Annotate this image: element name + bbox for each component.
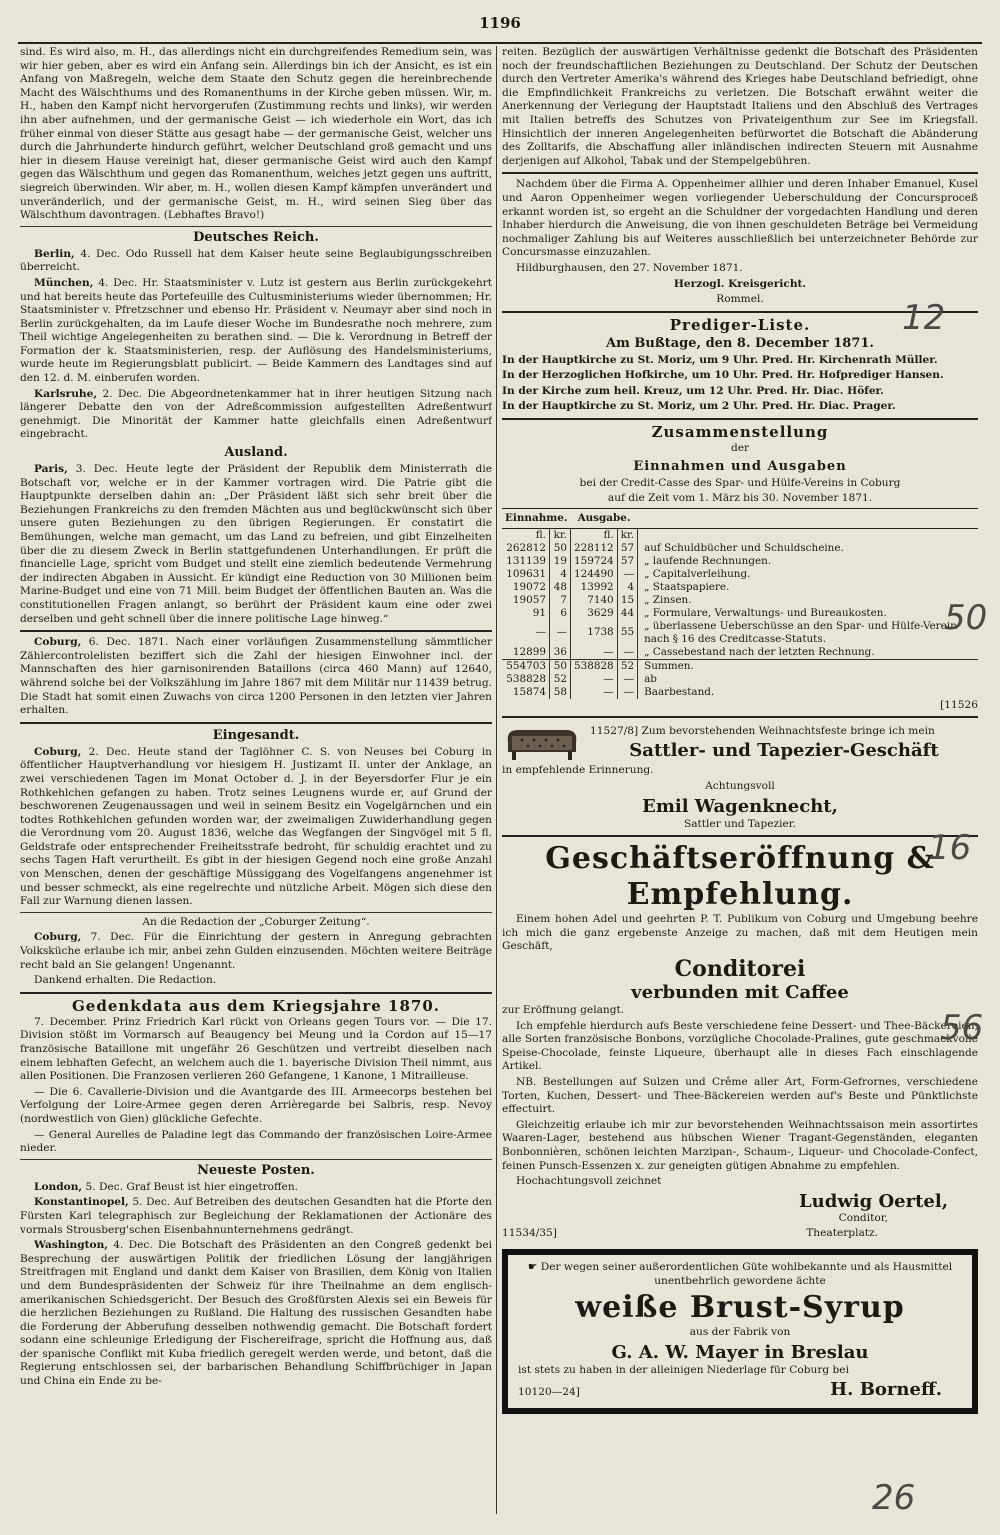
ledger-amount: 36 [549,646,570,660]
article-london [20,1181,492,1195]
ledger-der: der [730,442,750,455]
section-title-eingesandt: Eingesandt. [212,727,300,743]
geschaeft-text: Einem hohen Adel und geehrten P. T. Publikum von Coburg und Umgebung beehre ich mich die ganz ergebenste Anzeige zu machen, daß mit dem Heutigen mein Geschäft, [502,913,978,953]
concurs-court: Herzogl. Kreisgericht. [673,277,807,290]
syrup-title: weiße Brust-Syrup [575,1290,905,1326]
ledger-description: „ laufende Rechnungen. [644,554,772,567]
redaction-heading: An die Redaction der „Coburger Zeitung“. [142,915,370,928]
ledger-row [502,568,978,581]
ledger-amount: 58 [549,686,570,699]
dateline: Coburg, [34,931,82,944]
oertel-name: Ludwig Oertel, [798,1190,948,1212]
article-text: 7. Dec. Für die Einrichtung der gestern in Anregung gebrachten Volksküche erlaube ich mir, anbei zehn Gulden einzusenden. Möchten weitere Beiträge recht bald an Sie gelangen! Ungenannt. [20,931,492,971]
ledger-row [502,555,978,568]
sattler-role: Sattler und Tapezier. [683,817,797,830]
caffee-heading: verbunden mit Caffee [631,982,849,1003]
dateline: Konstantinopel, [34,1196,129,1209]
ledger-description: „ Cassebestand nach der letzten Rechnung. [644,645,875,658]
handwritten-number: 56 [940,1008,984,1048]
dateline: Paris, [34,463,68,476]
ledger-description: „ Staatspapiere. [644,580,730,593]
ledger-amount: — [549,620,570,646]
prediger-line: In der Hauptkirche zu St. Moriz, um 9 Uhr. Pred. Hr. Kirchenrath Müller. [502,353,938,366]
handwritten-number: 12 [902,298,946,338]
ledger-amount: 13992 [571,581,618,594]
ledger-amount: 4 [617,581,637,594]
oertel-address: Theaterplatz. [806,1227,878,1240]
rule [20,226,492,227]
handwritten-number: 50 [944,598,988,638]
page-number: 1196 [479,14,521,32]
ledger-amount: — [571,673,618,686]
article-berlin [20,248,492,275]
ledger-amount: 7140 [571,594,618,607]
prediger-subtitle: Am Bußtage, den 8. December 1871. [606,335,874,351]
ledger-amount: 52 [549,673,570,686]
ledger-description: „ überlassene Ueberschüsse an den Spar- und Hülfe-Verein nach § 16 des Creditcasse-Statuts. [644,619,957,645]
ledger-amount: 3629 [571,607,618,620]
sattler-ref: 11527/8] Zum bevorstehenden Weihnachtsfeste bringe ich mein [590,724,935,737]
dateline: London, [34,1180,83,1193]
ledger-amount: 159724 [571,555,618,568]
article-text: 5. Dec. Graf Beust ist hier eingetroffen. [85,1180,299,1193]
rule [502,716,978,718]
syrup-ad [502,1249,978,1414]
ledger-amount: 50 [549,542,570,555]
offer-paragraph: Ich empfehle hierdurch aufs Beste verschiedene feine Dessert- und Thee-Bäckereien, alle Sorten französische Bonbons, vorzügliche Chocolade-Pralines, gute geschmackvolle Speise-Chocolade, feinste Liqueure, überhaupt alle in dieses Fach einschlagende Artikel. [502,1019,978,1073]
ledger-amount: — [571,686,618,699]
ledger-amount: 538828 [571,659,618,673]
column-divider [496,46,497,1514]
ledger-row [502,646,978,660]
article-text: 2. Dec. Heute stand der Taglöhner C. S. von Neuses bei Coburg in öffentlicher Hauptverhandlung vor hiesigem H. Justizamt II. unter der Anklage, an zwei verschiedenen Tagen im Monat October d. J. in der Beyersdorfer Flur je ein Rothkehlchen gefangen zu haben. Trotz seines Leugnens wurde er, auf Grund der beschworenen Zeugenaussagen und weil in seinem Besitz ein Vogelgärnchen und ein todtes Rothkehlchen gefunden worden war, der zweimaligen Zuwiderhandlung gegen die Verordnung vom 20. August 1836, welche das Wegfangen der Singvögel mit 5 fl. Geldstrafe oder entsprechender Freiheitsstrafe bedroht, für schuldig erachtet und zu sechs Tagen Haft verurtheilt. Es gibt in der hiesigen Gegend noch eine große Anzahl von Menschen, denen der geschäftige Müssiggang des Vogelfangens angenehmer ist und besser schmeckt, als eine regelrechte und nützliche Arbeit. Mögen sich diese den Fall zur Warnung dienen lassen. [20,745,492,908]
ledger-row [502,542,978,555]
ledger-description: ab [644,672,657,685]
article-washington [20,1239,492,1389]
gedenk-paragraph: 7. December. Prinz Friedrich Karl rückt von Orleans gegen Tours vor. — Die 17. Division stößt im Vormarsch auf Beaugency bei Meung und la Cordon auf 15—17 französische Bataillone mit ungefähr 26 Geschützen und vertreibt dieselben nach einem lebhaften Gefecht, an welchem auch die 1. bayerische Division Theil nimmt, aus allen Positionen. Die Franzosen verlieren 260 Gefangene, 1 Kanone, 1 Mitrailleuse. [20,1015,492,1083]
syrup-intro-text: Der wegen seiner außerordentlichen Güte wohlbekannte und als Hausmittel unentbehrlich gewordene ächte [540,1260,953,1287]
intro-paragraph: sind. Es wird also, m. H., das allerdings nicht ein durchgreifendes Remedium sein, was wir hier geben, aber es wird ein Anfang sein. Allerdings bin ich der Ansicht, es ist ein Anfang von Maßregeln, welche dem Staate den Schutz gegen die hereinbrechende Macht des Wälschthums und des Romanenthums in der Kirche geben müssen. Wir, m. H., haben den Kampf nicht hervorgerufen (Zustimmung rechts und links), wir werden ihn aber aufnehmen, und der germanische Geist — ich wiederhole ein Wort, das ich früher einmal von dieser Stätte aus gesagt habe — der germanische Geist, welcher uns durch die Jahrhunderte hindurch geführt, welcher Deutschland groß gemacht und uns hier in diesem Hause vereinigt hat, dieser germanische Geist wird auch den Kampf gegen das Wälschthum und gegen das Romanenthum, welches jetzt gegen uns auftritt, siegreich überwinden. Wir aber, m. H., wollen diesen Kampf kämpfen unverändert und unveränderlich, und der germanische Geist, m. H., wird seinen Sieg über das Wälschthum davontragen. (Lebhaftes Bravo!) [20,46,492,222]
ledger-amount: — [502,620,549,646]
ledger-amount: 50 [549,659,570,673]
rule [20,992,492,994]
ledger-head-in: Einnahme. [502,508,571,528]
ledger-description: auf Schuldbücher und Schuldscheine. [644,541,844,554]
handwritten-number: 16 [928,828,972,868]
ledger-bank: bei der Credit-Casse des Spar- und Hülfe-Vereins in Coburg [579,476,901,489]
prediger-line: In der Hauptkirche zu St. Moriz, um 2 Uhr. Pred. Hr. Diac. Prager. [502,400,896,413]
ledger-amount: 55 [617,620,637,646]
syrup-from: aus der Fabrik von [689,1326,791,1339]
ledger-amount: 12899 [502,646,549,660]
ledger-row [502,581,978,594]
concurs-text: Nachdem über die Firma A. Oppenheimer allhier und deren Inhaber Emanuel, Kusel und Aaron Oppenheimer wegen vorliegender Ueberschuldung der Concursproceß erkannt worden ist, so ergeht an die Schuldner der vorgedachten Handlung und deren Inhaber hierdurch die Anweisung, die von ihnen geschuldeten Beträge bei Vermeidung nochmaliger Zahlung bis auf Weiteres ausschließlich bei unterzeichneter Behörde zur Concursmasse einzuzahlen. [502,178,978,259]
continuation-paragraph: reiten. Bezüglich der auswärtigen Verhältnisse gedenkt die Botschaft des Präsidenten noch der freundschaftlichen Beziehungen zu Deutschland. Der Schutz der Deutschen durch den Vertreter Amerika's während des Krieges habe Deutschland befriedigt, ohne die Empfindlichkeit Frankreichs zu verletzen. Die Botschaft erwähnt weiter die Anerkennung der Verlegung der Hauptstadt Italiens und den Abschluß des Vertrages mit Italien betreffs des Schutzes von Privateigenthum zur See im Kriegsfall. Hinsichtlich der inneren Angelegenheiten befürwortet die Botschaft die Abänderung des Zolltarifs, die Abschaffung aller inländischen indirecten Steuern mit Ausnahme derjenigen auf Alkohol, Tabak und der Stempelgebühren. [502,46,978,167]
ledger-total-row [502,659,978,673]
ledger-amount: 1738 [571,620,618,646]
ledger-units-row [502,528,978,542]
article-text: 3. Dec. Heute legte der Präsident der Republik dem Ministerrath die Botschaft vor, welche er in der Kammer vortragen wird. Die Patrie gibt die Hauptpunkte derselben dahin an: „Der Präsident läßt sich sehr breit über die Beziehungen Frankreichs zu den fremden Mächten aus und beglückwünscht sich über unsere guten Beziehungen zu den übrigen Regierungen. Er constatirt die Bemühungen, welche man gemacht, um das Land zu befreien, und gibt Einzelheiten über die zu diesem Zweck in Berlin stattgefundenen Unterhandlungen. Er prüft die financielle Lage, spricht vom Budget und stellt eine ziemlich bedeutende Vermehrung der indirecten Abgaben in Aussicht. Er kündigt eine Reduction von 30 Millionen beim Marine-Budget und eine von 71 Mill. beim Budget der öffentlichen Bauten an. Was die constitutionellen Fragen anlangt, so berührt der Präsident kaum eine oder zwei derselben und geht schnell über die innere politische Lage hinweg.“ [20,463,492,625]
dateline: Coburg, [34,636,82,649]
section-title-ausland: Ausland. [224,445,288,461]
rule [20,630,492,632]
rule [20,722,492,724]
concurs-name: Rommel. [716,293,764,306]
ledger-row [502,594,978,607]
ledger-period: auf die Zeit vom 1. März bis 30. November 1871. [607,492,873,505]
ledger-amount: fl. [502,528,549,542]
ledger-amount: 6 [549,607,570,620]
ledger-amount: 554703 [502,659,549,673]
ledger-amount: — [617,568,637,581]
ledger-amount: 228112 [571,542,618,555]
article-text: 5. Dec. Auf Betreiben des deutschen Gesandten hat die Pforte den Fürsten Karl telegraphisch zur Begleichung der Reklamationen der Actionäre des vormals Strousberg'schen Eisenbahnunternehmens gedrängt. [20,1196,492,1236]
offer-regards: Hochachtungsvoll zeichnet [516,1175,662,1188]
ledger-description [638,528,978,542]
ledger-total-row [502,686,978,699]
oertel-ref: 11534/35] [502,1227,557,1240]
ledger-amount: 15 [617,594,637,607]
ledger-amount: fl. [571,528,618,542]
ledger-row [502,620,978,646]
ledger-amount: 109631 [502,568,549,581]
dateline: Karlsruhe, [34,387,98,400]
sofa-illustration [502,722,582,764]
ledger-amount: — [617,646,637,660]
ledger-amount: 48 [549,581,570,594]
concurs-place-date: Hildburghausen, den 27. November 1871. [516,261,743,274]
ledger-table [502,508,978,699]
ledger-amount: 4 [549,568,570,581]
prediger-list [502,354,978,414]
right-column [502,46,978,1516]
ledger-head-out: Ausgabe. [571,508,638,528]
section-title-gedenkdata: Gedenkdata aus dem Kriegsjahre 1870. [72,996,440,1015]
article-karlsruhe [20,388,492,442]
rule [502,172,978,174]
gedenk-paragraph: — Die 6. Cavallerie-Division und die Avantgarde des III. Armeecorps bestehen bei Verfolgung der Loire-Armee gegen deren Arrièregarde bei Salbris, resp. Nevoy (nordwestlich von Gien) glückliche Gefechte. [20,1085,492,1125]
left-column [20,46,492,1516]
conditorei-heading: Conditorei [674,956,806,982]
rule [20,912,492,913]
ledger-amount: 7 [549,594,570,607]
ledger-amount: 19 [549,555,570,568]
article-text: 2. Dec. Die Abgeordnetenkammer hat in ihrer heutigen Sitzung nach längerer Debatte den von der Adreßcommission aufgestellten Adreßentwurf genehmigt. Die Minorität der Kammer hatte gleichfalls einen Adreßentwurf eingebracht. [20,387,492,441]
ledger-amount: kr. [617,528,637,542]
article-text: 4. Dec. Odo Russell hat dem Kaiser heute seine Beglaubigungsschreiben überreicht. [20,247,492,274]
header-rule [18,42,982,44]
sattler-name: Emil Wagenknecht, [642,795,838,817]
rule [502,835,978,837]
rule [502,418,978,420]
prediger-line: In der Herzoglichen Hofkirche, um 10 Uhr. Pred. Hr. Hofprediger Hansen. [502,369,944,382]
ledger-ref: [11526 [940,698,978,711]
ledger-amount: 19057 [502,594,549,607]
geschaeft-title: Geschäftseröffnung & Empfehlung. [545,841,935,913]
sattler-regards: Achtungsvoll [705,780,775,793]
offer-paragraph: NB. Bestellungen auf Sulzen und Crême aller Art, Form-Gefrornes, verschiedene Torten, Kuchen, Dessert- und Thee-Bäckereien werden auf's Beste und Pünktlichste effectuirt. [502,1075,978,1116]
article-text: 4. Dec. Die Botschaft des Präsidenten an den Congreß gedenkt bei Besprechung der auswärtigen Politik der friedlichen Lösung der langjährigen Streitfragen mit England und dankt dem Kaiser von Brasilien, dem König von Italien und dem Bundespräsidenten der Schweiz für ihre Theilnahme an dem englisch-amerikanischen Schiedsgericht. Der Besuch des Großfürsten Alexis sei ein Beweis für die herzlichen Beziehungen zu Rußland. Die Haltung des russischen Gesandten habe die Forderung der Abberufung desselben nothwendig gemacht. Die Botschaft fordert sodann eine schleunige Erledigung der Fischereifrage, spricht die Hoffnung aus, daß der spanische Conflikt mit Kuba friedlich geregelt werden werde, und betont, daß die Regierung entschlossen sei, der barbarischen Behandlung Schiffbrüchiger in Japan und China ein Ende zu be- [20,1239,492,1388]
prediger-title: Prediger-Liste. [669,315,811,334]
concurs-notice [502,178,978,306]
ledger-amount: 19072 [502,581,549,594]
pointing-hand-icon: ☛ [527,1260,541,1273]
ledger-amount: 124490 [571,568,618,581]
gedenk-paragraph: — General Aurelles de Paladine legt das Commando der französischen Loire-Armee nieder. [20,1128,492,1155]
rule [20,1159,492,1160]
ledger-amount: — [617,686,637,699]
ledger-amount: 538828 [502,673,549,686]
dateline: Berlin, [34,247,75,260]
ledger-total-row [502,673,978,686]
section-title-neueste-posten: Neueste Posten. [197,1162,315,1178]
ledger-description: Baarbestand. [644,685,715,698]
ledger-description: „ Capitalverleihung. [644,567,751,580]
ledger-title: Zusammenstellung [651,423,829,442]
syrup-dealer: H. Borneff. [830,1379,942,1401]
article-paris [20,463,492,626]
oertel-role: Conditor, [838,1211,888,1224]
ledger-row [502,607,978,620]
dateline: Washington, [34,1239,108,1252]
offer-paragraph: Gleichzeitig erlaube ich mir zur bevorstehenden Weihnachtssaison mein assortirtes Waaren-Lager, bestehend aus hübschen Wiener Tragant-Gegenständen, eleganten Bonbonnièren, schönen leichten Marzipan-, Schaum-, Liqueur- und Chocolade-Confect, feinen Punsch-Essenzen x. zur geneigten gütigen Abnahme zu empfehlen. [502,1118,978,1172]
ledger-amount: 57 [617,555,637,568]
article-konstantinopel [20,1196,492,1237]
sattler-ad [502,722,978,831]
dateline: München, [34,276,94,289]
article-coburg-population [20,636,492,718]
article-muenchen [20,277,492,386]
sattler-title: Sattler- und Tapezier-Geschäft [629,740,939,762]
opening-line: zur Eröffnung gelangt. [502,1004,625,1016]
ledger-amount: 262812 [502,542,549,555]
article-text: 4. Dec. Hr. Staatsminister v. Lutz ist gestern aus Berlin zurückgekehrt und hat bereits heute das Portefeuille des Cultusministeriums wieder übernommen; Hr. Staatsminister v. Pfretzschner und ebenso Hr. Präsident v. Neumayr aber sind noch in Berlin zurückgehalten, da im Laufe dieser Woche im Bundesrathe noch mehrere, zum Theil wichtige Angelegenheiten zu berathen sind. — Die k. Verordnung in Betreff der Formation der k. Staatsministerien, resp. der Auflösung des Handelsministeriums, wurde heute im Regierungsblatt publicirt. — Beide Kammern des Landtages sind auf den 12. d. M. einberufen worden. [20,276,492,385]
syrup-maker: G. A. W. Mayer in Breslau [611,1341,869,1363]
ledger-amount: 52 [617,659,637,673]
ledger-description: „ Zinsen. [644,593,692,606]
sattler-sub: in empfehlende Erinnerung. [502,764,654,777]
ledger-amount: — [617,673,637,686]
ledger-description: Summen. [638,659,978,673]
ledger-amount: 57 [617,542,637,555]
redaction-thanks: Dankend erhalten. Die Redaction. [34,974,217,987]
dateline: Coburg, [34,745,82,758]
article-text: 6. Dec. 1871. Nach einer vorläufigen Zusammenstellung sämmtlicher Zählercontrolelisten beziffert sich die Zahl der hiesigen Einwohner incl. der Mannschaften des hier garnisonirenden Bataillons (circa 460 Mann) auf 12640, während solche bei der Volkszählung im Jahre 1867 mit dem Militär nur 11439 betrug. Die Stadt hat somit einen Zuwachs von circa 1200 Personen in den letzten vier Jahren erhalten. [20,636,492,717]
handwritten-number: 26 [872,1478,916,1518]
ledger-amount: 44 [617,607,637,620]
ledger-amount: 131139 [502,555,549,568]
article-coburg-trial [20,746,492,909]
ledger-amount: 91 [502,607,549,620]
ledger-amount: kr. [549,528,570,542]
syrup-intro [518,1261,962,1288]
ledger-amount: 15874 [502,686,549,699]
ledger-amount: — [571,646,618,660]
ledger-subtitle: Einnahmen und Ausgaben [633,458,847,474]
syrup-ref: 10120—24] [518,1386,580,1399]
article-coburg-volkskueche [20,931,492,972]
section-title-deutsches-reich: Deutsches Reich. [193,229,319,245]
ledger-description: „ Formulare, Verwaltungs- und Bureaukosten. [644,606,887,619]
prediger-line: In der Kirche zum heil. Kreuz, um 12 Uhr. Pred. Hr. Diac. Höfer. [502,384,884,397]
conditorei-ad [502,841,978,1243]
syrup-avail: ist stets zu haben in der alleinigen Niederlage für Coburg bei [518,1363,849,1376]
